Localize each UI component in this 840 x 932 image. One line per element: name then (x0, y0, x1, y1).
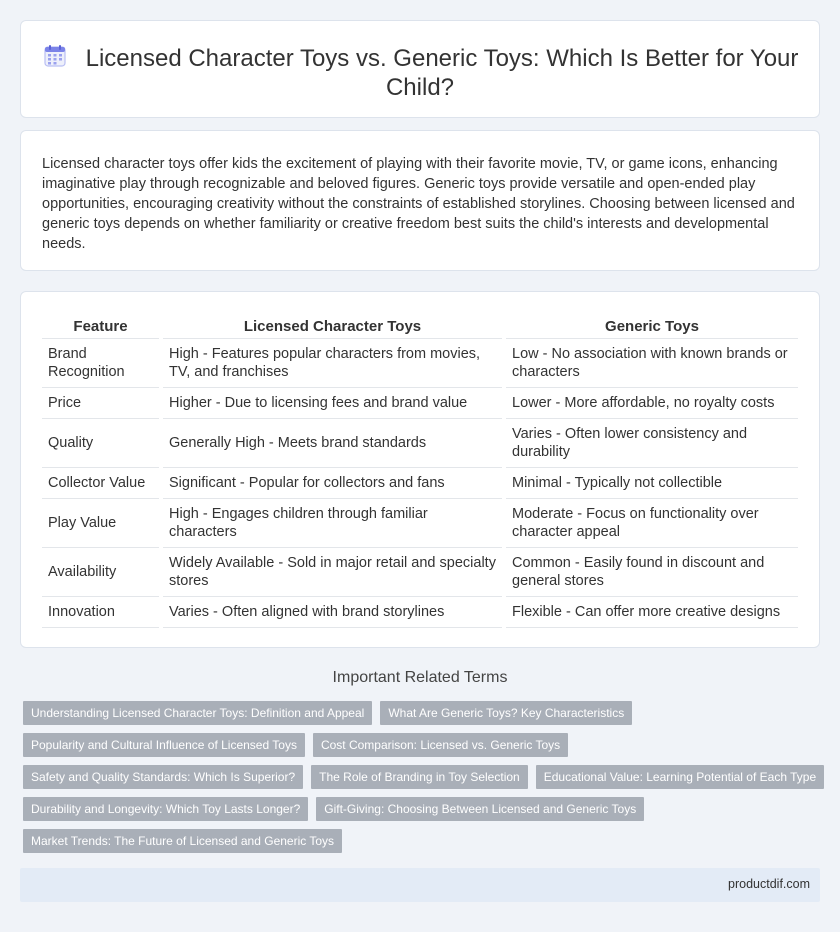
generic-cell: Flexible - Can offer more creative designs (504, 597, 798, 628)
related-term-tag[interactable]: Cost Comparison: Licensed vs. Generic Toys (313, 733, 568, 757)
licensed-cell: Generally High - Meets brand standards (161, 419, 504, 468)
related-term-tag[interactable]: Popularity and Cultural Influence of Licensed Toys (23, 733, 305, 757)
feature-cell: Quality (42, 419, 161, 468)
generic-cell: Moderate - Focus on functionality over character appeal (504, 499, 798, 548)
feature-cell: Availability (42, 548, 161, 597)
table-row (42, 597, 798, 628)
related-terms-heading: Important Related Terms (332, 669, 508, 686)
licensed-cell: Higher - Due to licensing fees and brand value (161, 388, 504, 419)
related-term-tag[interactable]: Understanding Licensed Character Toys: Definition and Appeal (23, 701, 372, 725)
generic-cell: Varies - Often lower consistency and durability (504, 419, 798, 468)
related-terms-list (23, 701, 823, 861)
page-title: Licensed Character Toys vs. Generic Toys: Which Is Better for Your Child? (85, 45, 799, 101)
feature-cell: Brand Recognition (42, 339, 161, 388)
related-term-tag[interactable]: Durability and Longevity: Which Toy Lasts Longer? (23, 797, 308, 821)
intro-card (20, 130, 820, 271)
related-term-tag[interactable]: What Are Generic Toys? Key Characteristics (380, 701, 632, 725)
feature-cell: Collector Value (42, 468, 161, 499)
related-term-tag[interactable]: The Role of Branding in Toy Selection (311, 765, 528, 789)
licensed-cell: Significant - Popular for collectors and fans (161, 468, 504, 499)
comparison-table (42, 316, 798, 628)
licensed-cell: High - Engages children through familiar characters (161, 499, 504, 548)
table-row (42, 419, 798, 468)
related-term-tag[interactable]: Educational Value: Learning Potential of Each Type (536, 765, 824, 789)
table-header-row (42, 316, 798, 339)
feature-cell: Innovation (42, 597, 161, 628)
generic-cell: Low - No association with known brands or characters (504, 339, 798, 388)
comparison-table-card (20, 291, 820, 648)
table-row (42, 388, 798, 419)
feature-cell: Play Value (42, 499, 161, 548)
footer-site-link[interactable]: productdif.com (728, 877, 810, 891)
table-row (42, 499, 798, 548)
generic-cell: Common - Easily found in discount and general stores (504, 548, 798, 597)
table-row (42, 468, 798, 499)
generic-cell: Lower - More affordable, no royalty costs (504, 388, 798, 419)
header-feature: Feature (42, 316, 161, 339)
table-row (42, 339, 798, 388)
header-licensed: Licensed Character Toys (161, 316, 504, 339)
generic-cell: Minimal - Typically not collectible (504, 468, 798, 499)
licensed-cell: High - Features popular characters from movies, TV, and franchises (161, 339, 504, 388)
related-term-tag[interactable]: Market Trends: The Future of Licensed and Generic Toys (23, 829, 342, 853)
calendar-icon (42, 43, 68, 69)
intro-paragraph: Licensed character toys offer kids the excitement of playing with their favorite movie, TV, or game icons, enhancing imaginative play through recognizable and beloved figures. Generic toys provide versatile and open-ended play opportunities, encouraging creativity without the constraints of established storylines. Choosing between licensed and generic toys depends on whether familiarity or creative freedom best suits the child's interests and developmental needs. (42, 156, 795, 252)
feature-cell: Price (42, 388, 161, 419)
footer (20, 868, 820, 902)
related-term-tag[interactable]: Gift-Giving: Choosing Between Licensed and Generic Toys (316, 797, 644, 821)
related-term-tag[interactable]: Safety and Quality Standards: Which Is Superior? (23, 765, 303, 789)
licensed-cell: Widely Available - Sold in major retail and specialty stores (161, 548, 504, 597)
licensed-cell: Varies - Often aligned with brand storylines (161, 597, 504, 628)
header-generic: Generic Toys (504, 316, 798, 339)
table-row (42, 548, 798, 597)
title-card (20, 20, 820, 118)
